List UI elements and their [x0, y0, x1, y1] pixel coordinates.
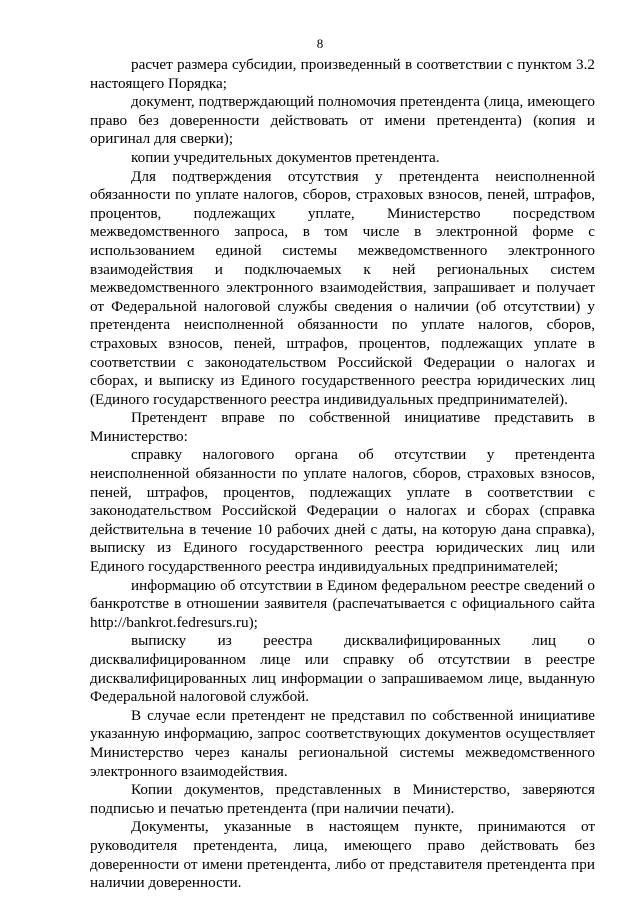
page-number: 8	[316, 36, 324, 51]
paragraph-own-initiative: Претендент вправе по собственной инициативе представить в Министерство:	[90, 409, 595, 445]
paragraph-tax-certificate: справку налогового органа об отсутствии у претендента неисполненной обязанности по уплате налогов, сборов, страховых взносов, пеней, штрафов, процентов, подлежащих уплате в соответствии с законодательством Российской Федерации о налогах и сборах (справка действительна в течение 10 рабочих дней с даты, на которую дана справка), выписку из Единого государственного реестра юридических лиц или Единого государственного реестра индивидуальных предпринимателей;	[90, 446, 595, 576]
paragraph-authority-document: документ, подтверждающий полномочия претендента (лица, имеющего право без доверенности действовать от имени претендента) (копия и оригинал для сверки);	[90, 93, 595, 148]
paragraph-founding-documents: копии учредительных документов претендента.	[131, 148, 440, 166]
document-body	[90, 56, 595, 893]
paragraph-subsidy-calculation: расчет размера субсидии, произведенный в соответствии с пунктом 3.2 настоящего Порядка;	[90, 56, 595, 92]
paragraph-document-acceptance: Документы, указанные в настоящем пункте, принимаются от руководителя претендента, лица, имеющего право действовать без доверенности от имени претендента, либо от представителя претендента при наличии доверенности.	[90, 818, 595, 892]
paragraph-tax-verification: Для подтверждения отсутствия у претендента неисполненной обязанности по уплате налогов, сборов, страховых взносов, пеней, штрафов, процентов, подлежащих уплате, Министерство посредством межведомственного запроса, в том числе в электронной форме с использованием единой системы межведомственного электронного взаимодействия и подключаемых к ней региональных систем межведомственного электронного взаимодействия, запрашивает и получает от Федеральной налоговой службы сведения о наличии (об отсутствии) у претендента неисполненной обязанности по уплате налогов, сборов, страховых взносов, пеней, штрафов, процентов, подлежащих уплате в соответствии с законодательством Российской Федерации о налогах и сборах, и выписку из Единого государственного реестра юридических лиц (Единого государственного реестра индивидуальных предпринимателей).	[90, 167, 595, 408]
paragraph-interagency-request: В случае если претендент не представил по собственной инициативе указанную информацию, запрос соответствующих документов осуществляет Министерство через каналы региональной системы межведомственного электронного взаимодействия.	[90, 706, 595, 780]
paragraph-copy-certification: Копии документов, представленных в Министерство, заверяются подписью и печатью претендента (при наличии печати).	[90, 781, 595, 817]
paragraph-bankruptcy-info: информацию об отсутствии в Едином федеральном реестре сведений о банкротстве в отношении заявителя (распечатывается с официального сайта http://bankrot.fedresurs.ru);	[90, 576, 595, 631]
paragraph-disqualified-registry: выписку из реестра дисквалифицированных лиц о дисквалифицированном лице или справку об отсутствии в реестре дисквалифицированных лиц информации о запрашиваемом лице, выданную Федеральной налоговой службой.	[90, 632, 595, 706]
